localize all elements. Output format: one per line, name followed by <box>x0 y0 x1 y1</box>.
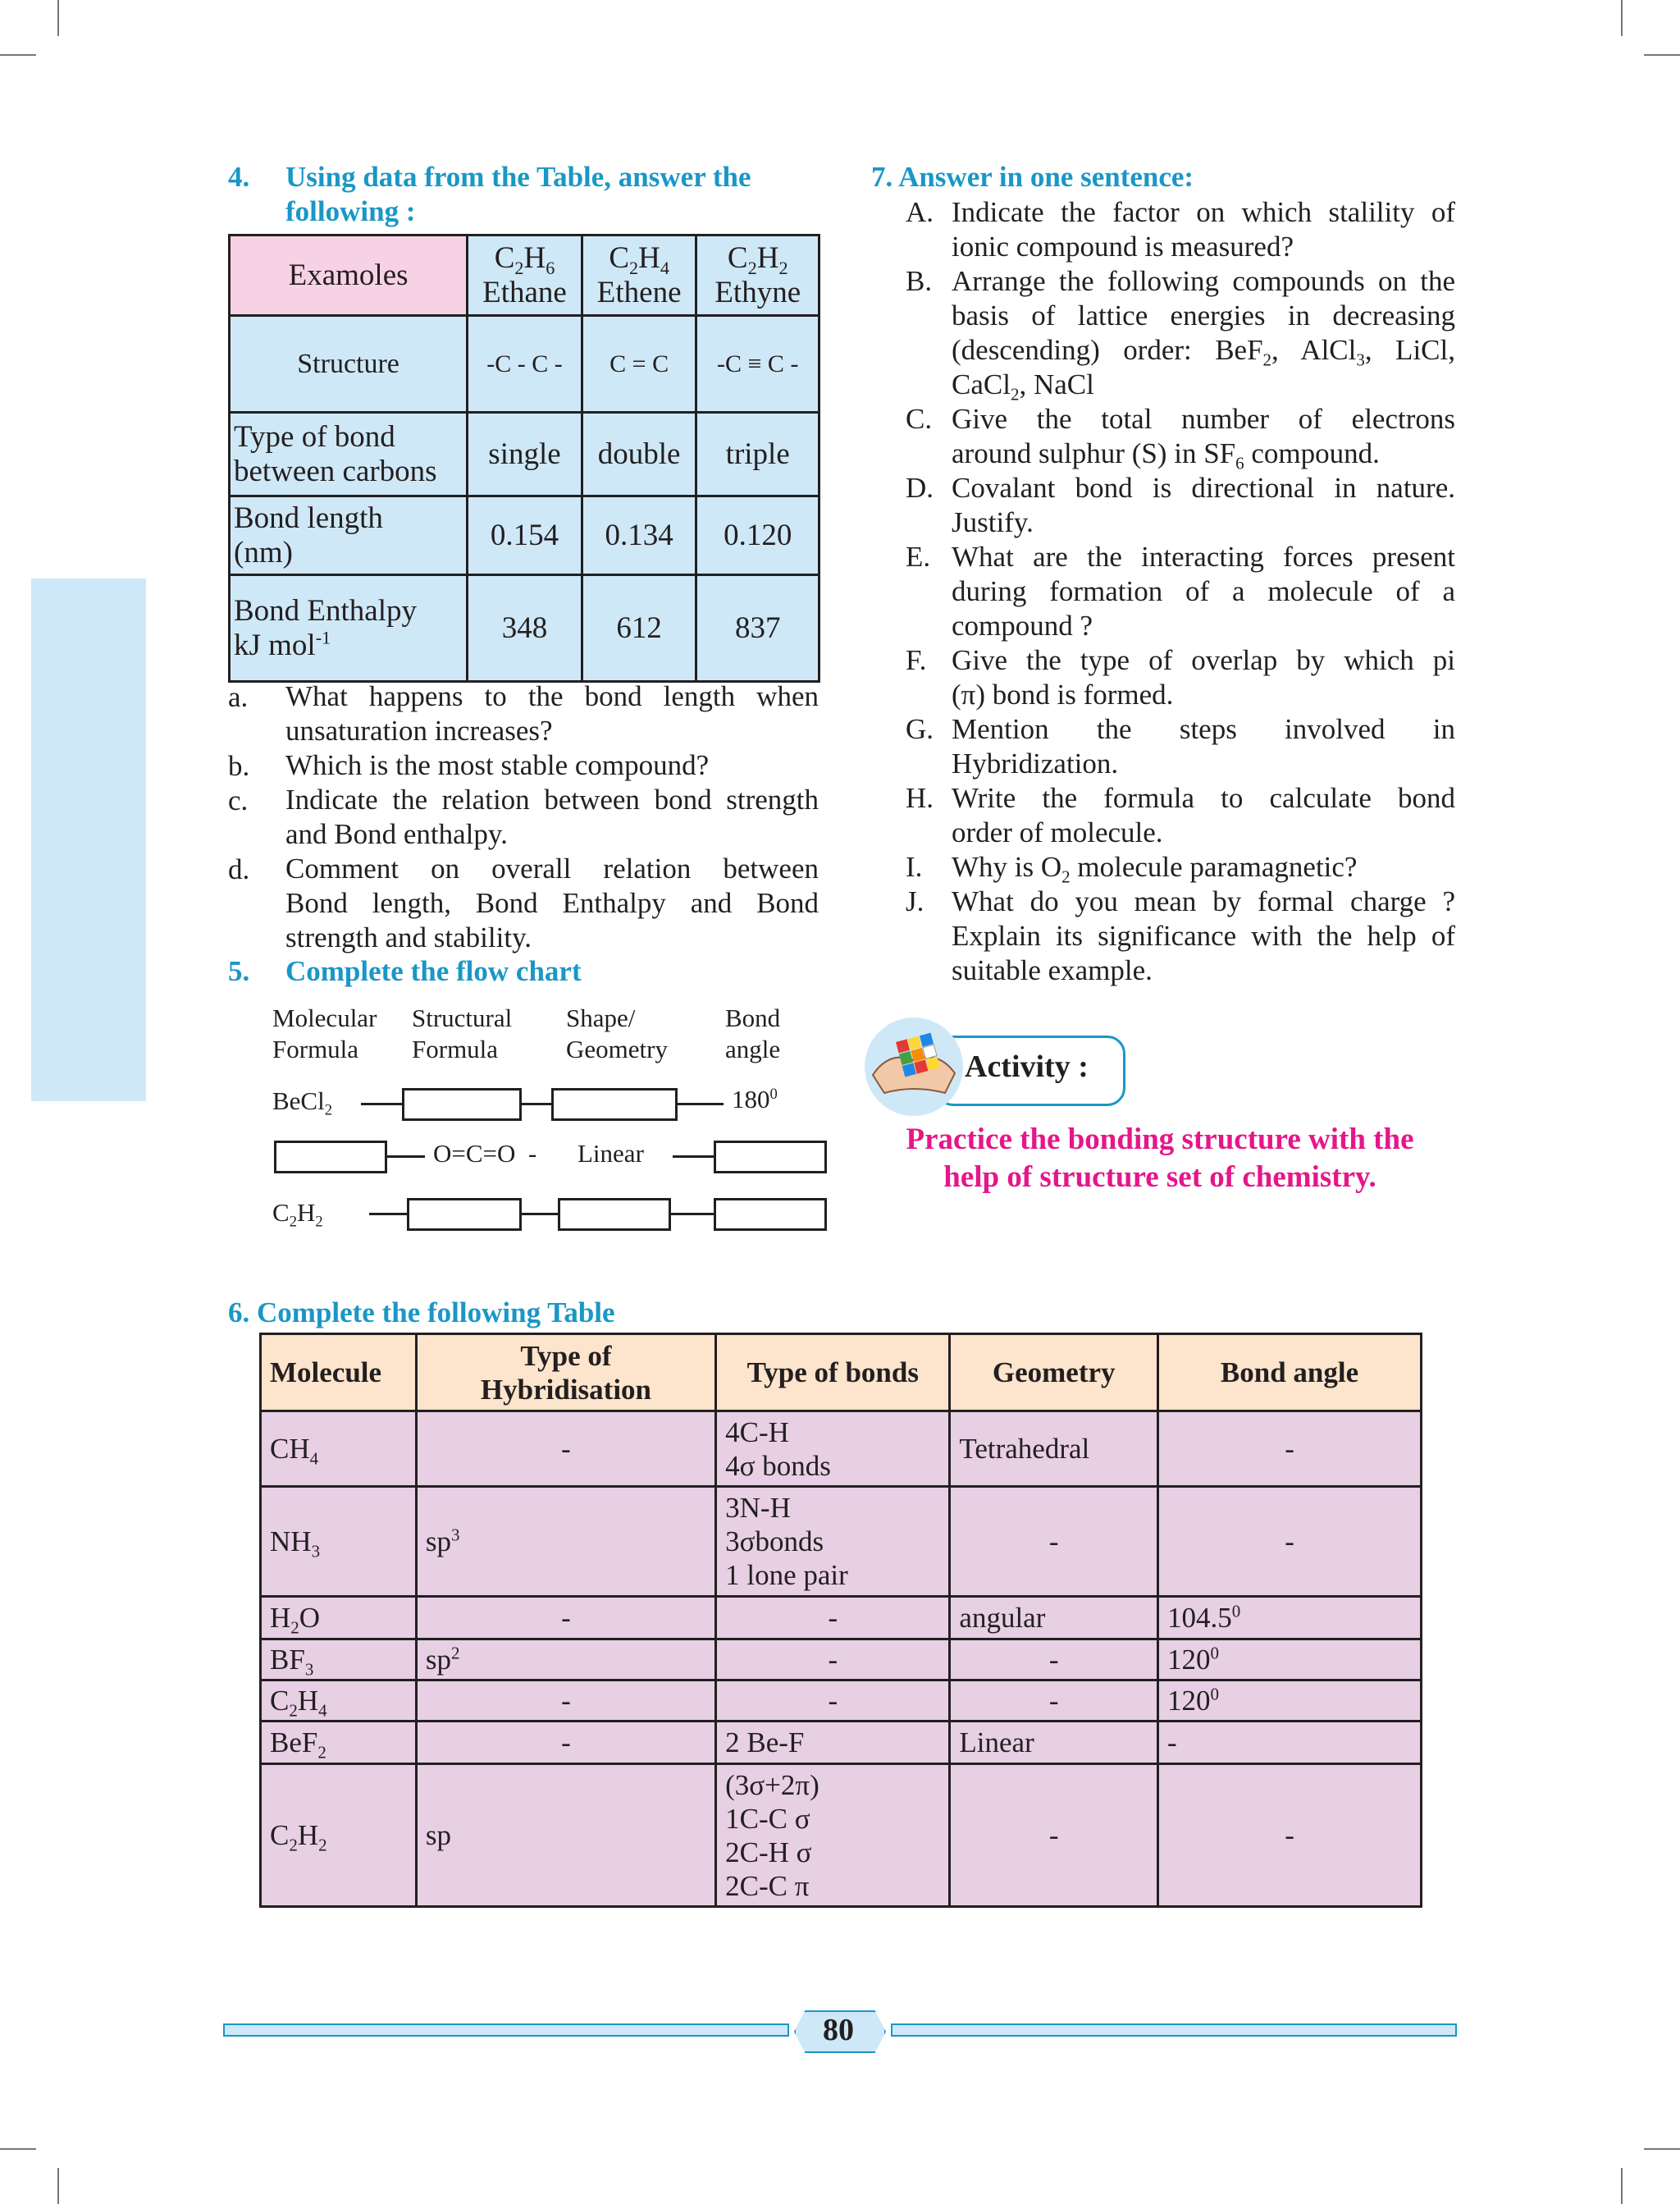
crop-mark <box>1621 2168 1623 2204</box>
bond-length-label: Bond length (nm) <box>230 496 468 575</box>
fc-blank-box[interactable] <box>402 1088 522 1121</box>
bond-length-ethene: 0.134 <box>582 496 696 575</box>
bonds-cell: - <box>716 1680 950 1722</box>
hybrid-cell: - <box>416 1722 715 1764</box>
fc-co2-structure: O=C=O <box>433 1139 516 1168</box>
header-geometry: Geometry <box>950 1334 1158 1411</box>
molecule-bef2: BeF$_2$ <box>261 1722 417 1764</box>
q4-title-line1: Using data from the Table, answer the <box>285 161 751 193</box>
header-molecule: Molecule <box>261 1334 417 1411</box>
q4b-text: Which is the most stable compound? <box>285 749 710 781</box>
crop-mark <box>0 54 36 56</box>
bond-length-ethane: 0.154 <box>468 496 582 575</box>
fc-blank-box[interactable] <box>714 1141 827 1173</box>
fc-becl2: BeCl$_2$ <box>272 1086 333 1119</box>
table-row <box>261 1722 1422 1764</box>
q4a-text: What happens to the bond length when unsaturation increases? <box>285 680 819 747</box>
angle-cell: 104.5$^0$ <box>1158 1597 1422 1639</box>
q7-item-d: D. Covalant bond is directional in nature. Justify. <box>906 472 1455 538</box>
crop-mark <box>1644 2148 1680 2150</box>
q7-item-j: J. What do you mean by formal charge ? Explain its significance with the help of suitable example. <box>906 885 1455 986</box>
fc-blank-box[interactable] <box>558 1198 671 1231</box>
hybrid-cell: - <box>416 1411 715 1487</box>
fc-blank-box[interactable] <box>407 1198 522 1231</box>
q7-item-i: I. Why is $O_2$ molecule paramagnetic? <box>906 851 1358 887</box>
molecule-ch4: $CH_4$ <box>261 1411 417 1487</box>
table-row <box>261 1764 1422 1907</box>
header-hybridisation: Type of Hybridisation <box>416 1334 715 1411</box>
fc-connector <box>673 1155 714 1158</box>
molecule-bf3: $BF_3$ <box>261 1639 417 1680</box>
bond-type-ethene: double <box>582 413 696 496</box>
bonds-cell: 4C-H 4σ bonds <box>716 1411 950 1487</box>
fc-header-shape: Shape/ Geometry <box>566 1004 668 1063</box>
q4b-label: b. <box>228 750 250 782</box>
angle-cell: $120^0$ <box>1158 1639 1422 1680</box>
bond-data-table <box>228 234 820 683</box>
bonds-cell: - <box>716 1639 950 1680</box>
activity-text: Practice the bonding structure with the help of structure set of chemistry. <box>906 1123 1414 1194</box>
bonds-cell: 2 Be-F <box>716 1722 950 1764</box>
q7-item-h: H. Write the formula to calculate bond order of molecule. <box>906 782 1455 848</box>
q4d-label: d. <box>228 853 250 885</box>
q7-item-g: G. Mention the steps involved in Hybridization. <box>906 713 1455 780</box>
q7-item-a: A. Indicate the factor on which stalility of ionic compound is measured? <box>906 196 1455 263</box>
geometry-cell: angular <box>950 1597 1158 1639</box>
example-ethane: $C_2H_6$ Ethane <box>468 235 582 316</box>
fc-dash: - <box>528 1139 537 1168</box>
hybrid-cell: sp <box>416 1764 715 1907</box>
bond-type-row <box>230 413 819 496</box>
geometry-cell: - <box>950 1639 1158 1680</box>
crop-mark <box>1644 54 1680 56</box>
enthalpy-ethane: 348 <box>468 575 582 682</box>
fc-header-molecular: Molecular Formula <box>272 1004 377 1063</box>
enthalpy-ethyne: 837 <box>696 575 819 682</box>
header-angle: Bond angle <box>1158 1334 1422 1411</box>
bonds-cell: - <box>716 1597 950 1639</box>
hybrid-cell: - <box>416 1680 715 1722</box>
hybrid-cell: $sp^2$ <box>416 1639 715 1680</box>
page-number: 80 <box>823 2013 854 2047</box>
q7-item-e: E. What are the interacting forces present during formation of a molecule of a compound ? <box>906 541 1455 642</box>
enthalpy-label: Bond Enthalpy kJ mol$^{-1}$ <box>230 575 468 682</box>
header-bonds: Type of bonds <box>716 1334 950 1411</box>
fc-connector <box>522 1213 558 1215</box>
table-row <box>261 1487 1422 1597</box>
fc-shape-linear: Linear <box>578 1139 644 1168</box>
q7-item-c: C. Give the total number of electrons around sulphur (S) in $SF_6$ compound. <box>906 403 1455 473</box>
angle-cell: - <box>1158 1411 1422 1487</box>
fc-header-angle: Bond angle <box>725 1004 781 1063</box>
bond-type-ethyne: triple <box>696 413 819 496</box>
angle-cell: $120^0$ <box>1158 1680 1422 1722</box>
enthalpy-row <box>230 575 819 682</box>
structure-label: Structure <box>230 316 468 413</box>
rubiks-cube-hand-icon <box>865 1017 963 1116</box>
bond-type-ethane: single <box>468 413 582 496</box>
crop-mark <box>57 0 59 36</box>
fc-connector <box>671 1213 714 1215</box>
hybridisation-table <box>259 1333 1422 1908</box>
structure-ethene: C = C <box>582 316 696 413</box>
activity-label: Activity : <box>965 1049 1089 1084</box>
structure-ethane: -C - C - <box>468 316 582 413</box>
enthalpy-ethene: 612 <box>582 575 696 682</box>
fc-header-structural: Structural Formula <box>412 1004 513 1063</box>
geometry-cell: - <box>950 1764 1158 1907</box>
q4d-text: Comment on overall relation between Bond length, Bond Enthalpy and Bond strength and stability. <box>285 853 819 953</box>
fc-connector <box>387 1155 425 1158</box>
molecule-c2h4: $C_2H_4$ <box>261 1680 417 1722</box>
q7-item-b: B. Arrange the following compounds on the basis of lattice energies in decreasing (descending) order: BeF$_2$, AlCl$_3$, LiCl, CaCl$_2$, NaCl <box>906 265 1455 405</box>
q4-title-line2: following : <box>285 195 416 227</box>
fc-connector <box>369 1213 407 1215</box>
examples-row <box>230 235 819 316</box>
hybrid-cell: $sp^3$ <box>416 1487 715 1597</box>
fc-blank-box[interactable] <box>551 1088 678 1121</box>
bond-length-ethyne: 0.120 <box>696 496 819 575</box>
structure-row <box>230 316 819 413</box>
table-row <box>261 1597 1422 1639</box>
angle-cell: - <box>1158 1722 1422 1764</box>
bonds-cell: 3N-H 3σbonds 1 lone pair <box>716 1487 950 1597</box>
table-row <box>261 1411 1422 1487</box>
molecule-nh3: $NH_3$ <box>261 1487 417 1597</box>
crop-mark <box>0 2148 36 2150</box>
fc-blank-box[interactable] <box>714 1198 827 1231</box>
footer-bar-right <box>891 2023 1457 2037</box>
fc-connector <box>678 1103 724 1105</box>
geometry-cell: Tetrahedral <box>950 1411 1158 1487</box>
fc-angle-180: $180^0$ <box>732 1085 778 1113</box>
crop-mark <box>57 2168 59 2204</box>
bond-length-row <box>230 496 819 575</box>
table-header-row <box>261 1334 1422 1411</box>
angle-cell: - <box>1158 1487 1422 1597</box>
side-tab <box>31 578 146 1101</box>
q5-title: Complete the flow chart <box>285 955 582 987</box>
hybrid-cell: - <box>416 1597 715 1639</box>
fc-blank-box[interactable] <box>274 1141 387 1173</box>
footer-bar-left <box>223 2023 789 2037</box>
crop-mark <box>1621 0 1623 36</box>
bonds-cell: (3σ+2π) 1C-C σ 2C-H σ 2C-C π <box>716 1764 950 1907</box>
example-ethene: $C_2H_4$ Ethene <box>582 235 696 316</box>
q4c-text: Indicate the relation between bond strength and Bond enthalpy. <box>285 784 819 850</box>
example-ethyne: $C_2H_2$ Ethyne <box>696 235 819 316</box>
molecule-c2h2: $C_2H_2$ <box>261 1764 417 1907</box>
q4a-label: a. <box>228 681 249 713</box>
table-row <box>261 1680 1422 1722</box>
fc-connector <box>522 1103 551 1105</box>
q6-title: 6. Complete the following Table <box>228 1296 615 1328</box>
q5-number: 5. <box>228 955 250 987</box>
angle-cell: - <box>1158 1764 1422 1907</box>
table-row <box>261 1639 1422 1680</box>
fc-c2h2: $C_2H_2$ <box>272 1198 323 1231</box>
bond-type-label: Type of bond between carbons <box>230 413 468 496</box>
examples-label: Examoles <box>230 235 468 316</box>
q4-number: 4. <box>228 161 250 193</box>
geometry-cell: - <box>950 1487 1158 1597</box>
structure-ethyne: -C ≡ C - <box>696 316 819 413</box>
fc-connector <box>361 1103 402 1105</box>
q7-title: 7. Answer in one sentence: <box>871 161 1194 193</box>
geometry-cell: - <box>950 1680 1158 1722</box>
q4c-label: c. <box>228 784 249 816</box>
molecule-h2o: $H_2O$ <box>261 1597 417 1639</box>
q7-item-f: F. Give the type of overlap by which pi (π) bond is formed. <box>906 644 1455 711</box>
geometry-cell: Linear <box>950 1722 1158 1764</box>
